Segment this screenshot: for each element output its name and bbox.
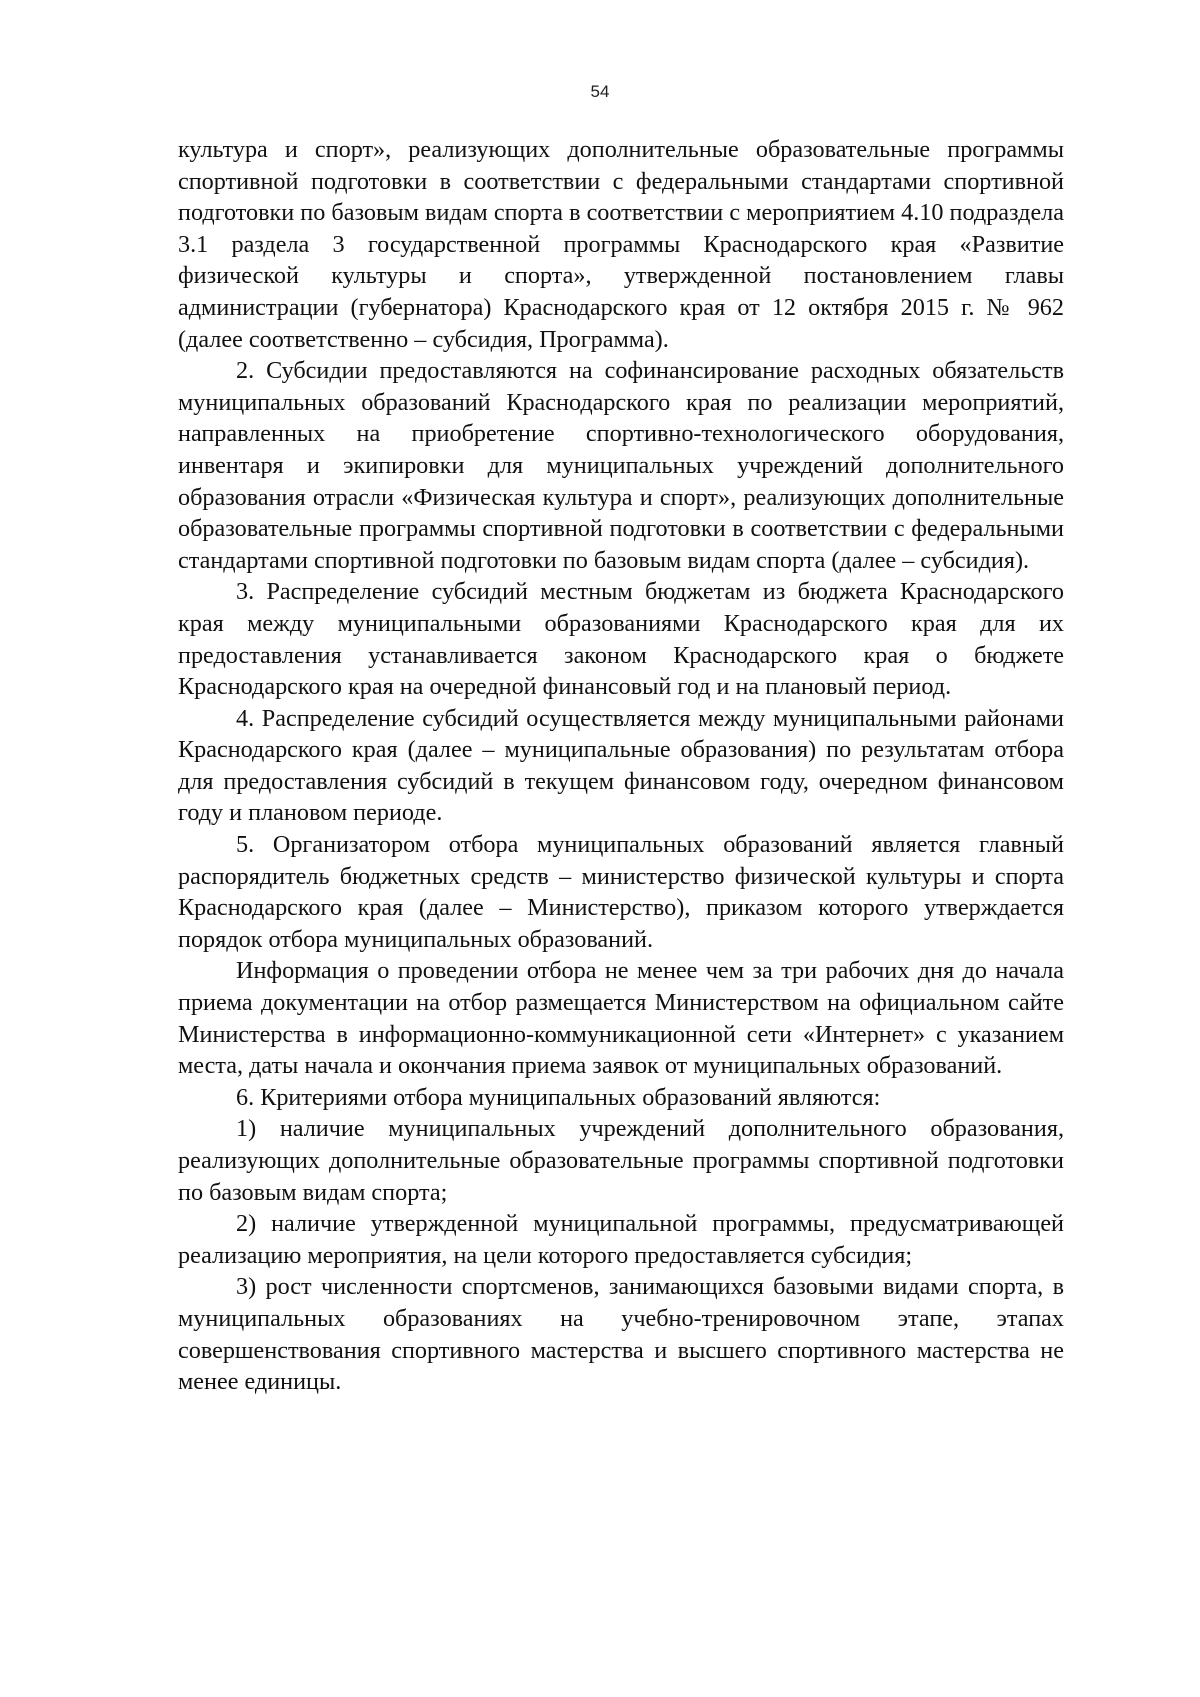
paragraph-continuation: культура и спорт», реализующих дополнительные образовательные программы спортивной подготовки в соответствии с федеральными стандартами спортивной подготовки по базовым видам спорта в соответствии с мероприятием 4.10 подраздела 3.1 раздела 3 государственной программы Краснодарского края «Развитие физической культуры и спорта», утвержденной постановлением главы администрации (губернатора) Краснодарского края от 12 октября 2015 г. № 962 (далее соответственно – субсидия, Программа).: [178, 136, 1064, 353]
criterion-2: 2) наличие утвержденной муниципальной программы, предусматривающей реализацию мероприятия, на цели которого предоставляется субсидия;: [178, 1210, 1064, 1269]
paragraph-item-3: 3. Распределение субсидий местным бюджетам из бюджета Краснодарского края между муниципальными образованиями Краснодарского края для их предоставления устанавливается законом Краснодарского края о бюджете Краснодарского края на очередной финансовый год и на плановый период.: [178, 578, 1064, 701]
criterion-3: 3) рост численности спортсменов, занимающихся базовыми видами спорта, в муниципальных образованиях на учебно-тренировочном этапе, этапах совершенствования спортивного мастерства и высшего спортивного мастерства не менее единицы.: [178, 1273, 1064, 1396]
page-number: 54: [590, 82, 610, 101]
criterion-1: 1) наличие муниципальных учреждений дополнительного образования, реализующих дополнительные образовательные программы спортивной подготовки по базовым видам спорта;: [178, 1115, 1064, 1206]
paragraph-information: Информация о проведении отбора не менее чем за три рабочих дня до начала приема документации на отбор размещается Министерством на официальном сайте Министерства в информационно-коммуникационной сети «Интернет» с указанием места, даты начала и окончания приема заявок от муниципальных образований.: [178, 957, 1064, 1080]
body-text: [178, 134, 1064, 1398]
paragraph-item-4: 4. Распределение субсидий осуществляется между муниципальными районами Краснодарского края (далее – муниципальные образования) по результатам отбора для предоставления субсидий в текущем финансовом году, очередном финансовом году и плановом периоде.: [178, 704, 1064, 827]
paragraph-item-6: 6. Критериями отбора муниципальных образований являются:: [236, 1083, 881, 1111]
paragraph-item-2: 2. Субсидии предоставляются на софинансирование расходных обязательств муниципальных образований Краснодарского края по реализации мероприятий, направленных на приобретение спортивно-технологического оборудования, инвентаря и экипировки для муниципальных учреждений дополнительного образования отрасли «Физическая культура и спорт», реализующих дополнительные образовательные программы спортивной подготовки в соответствии с федеральными стандартами спортивной подготовки по базовым видам спорта (далее – субсидия).: [178, 357, 1064, 574]
paragraph-item-5: 5. Организатором отбора муниципальных образований является главный распорядитель бюджетных средств – министерство физической культуры и спорта Краснодарского края (далее – Министерство), приказом которого утверждается порядок отбора муниципальных образований.: [178, 831, 1064, 953]
